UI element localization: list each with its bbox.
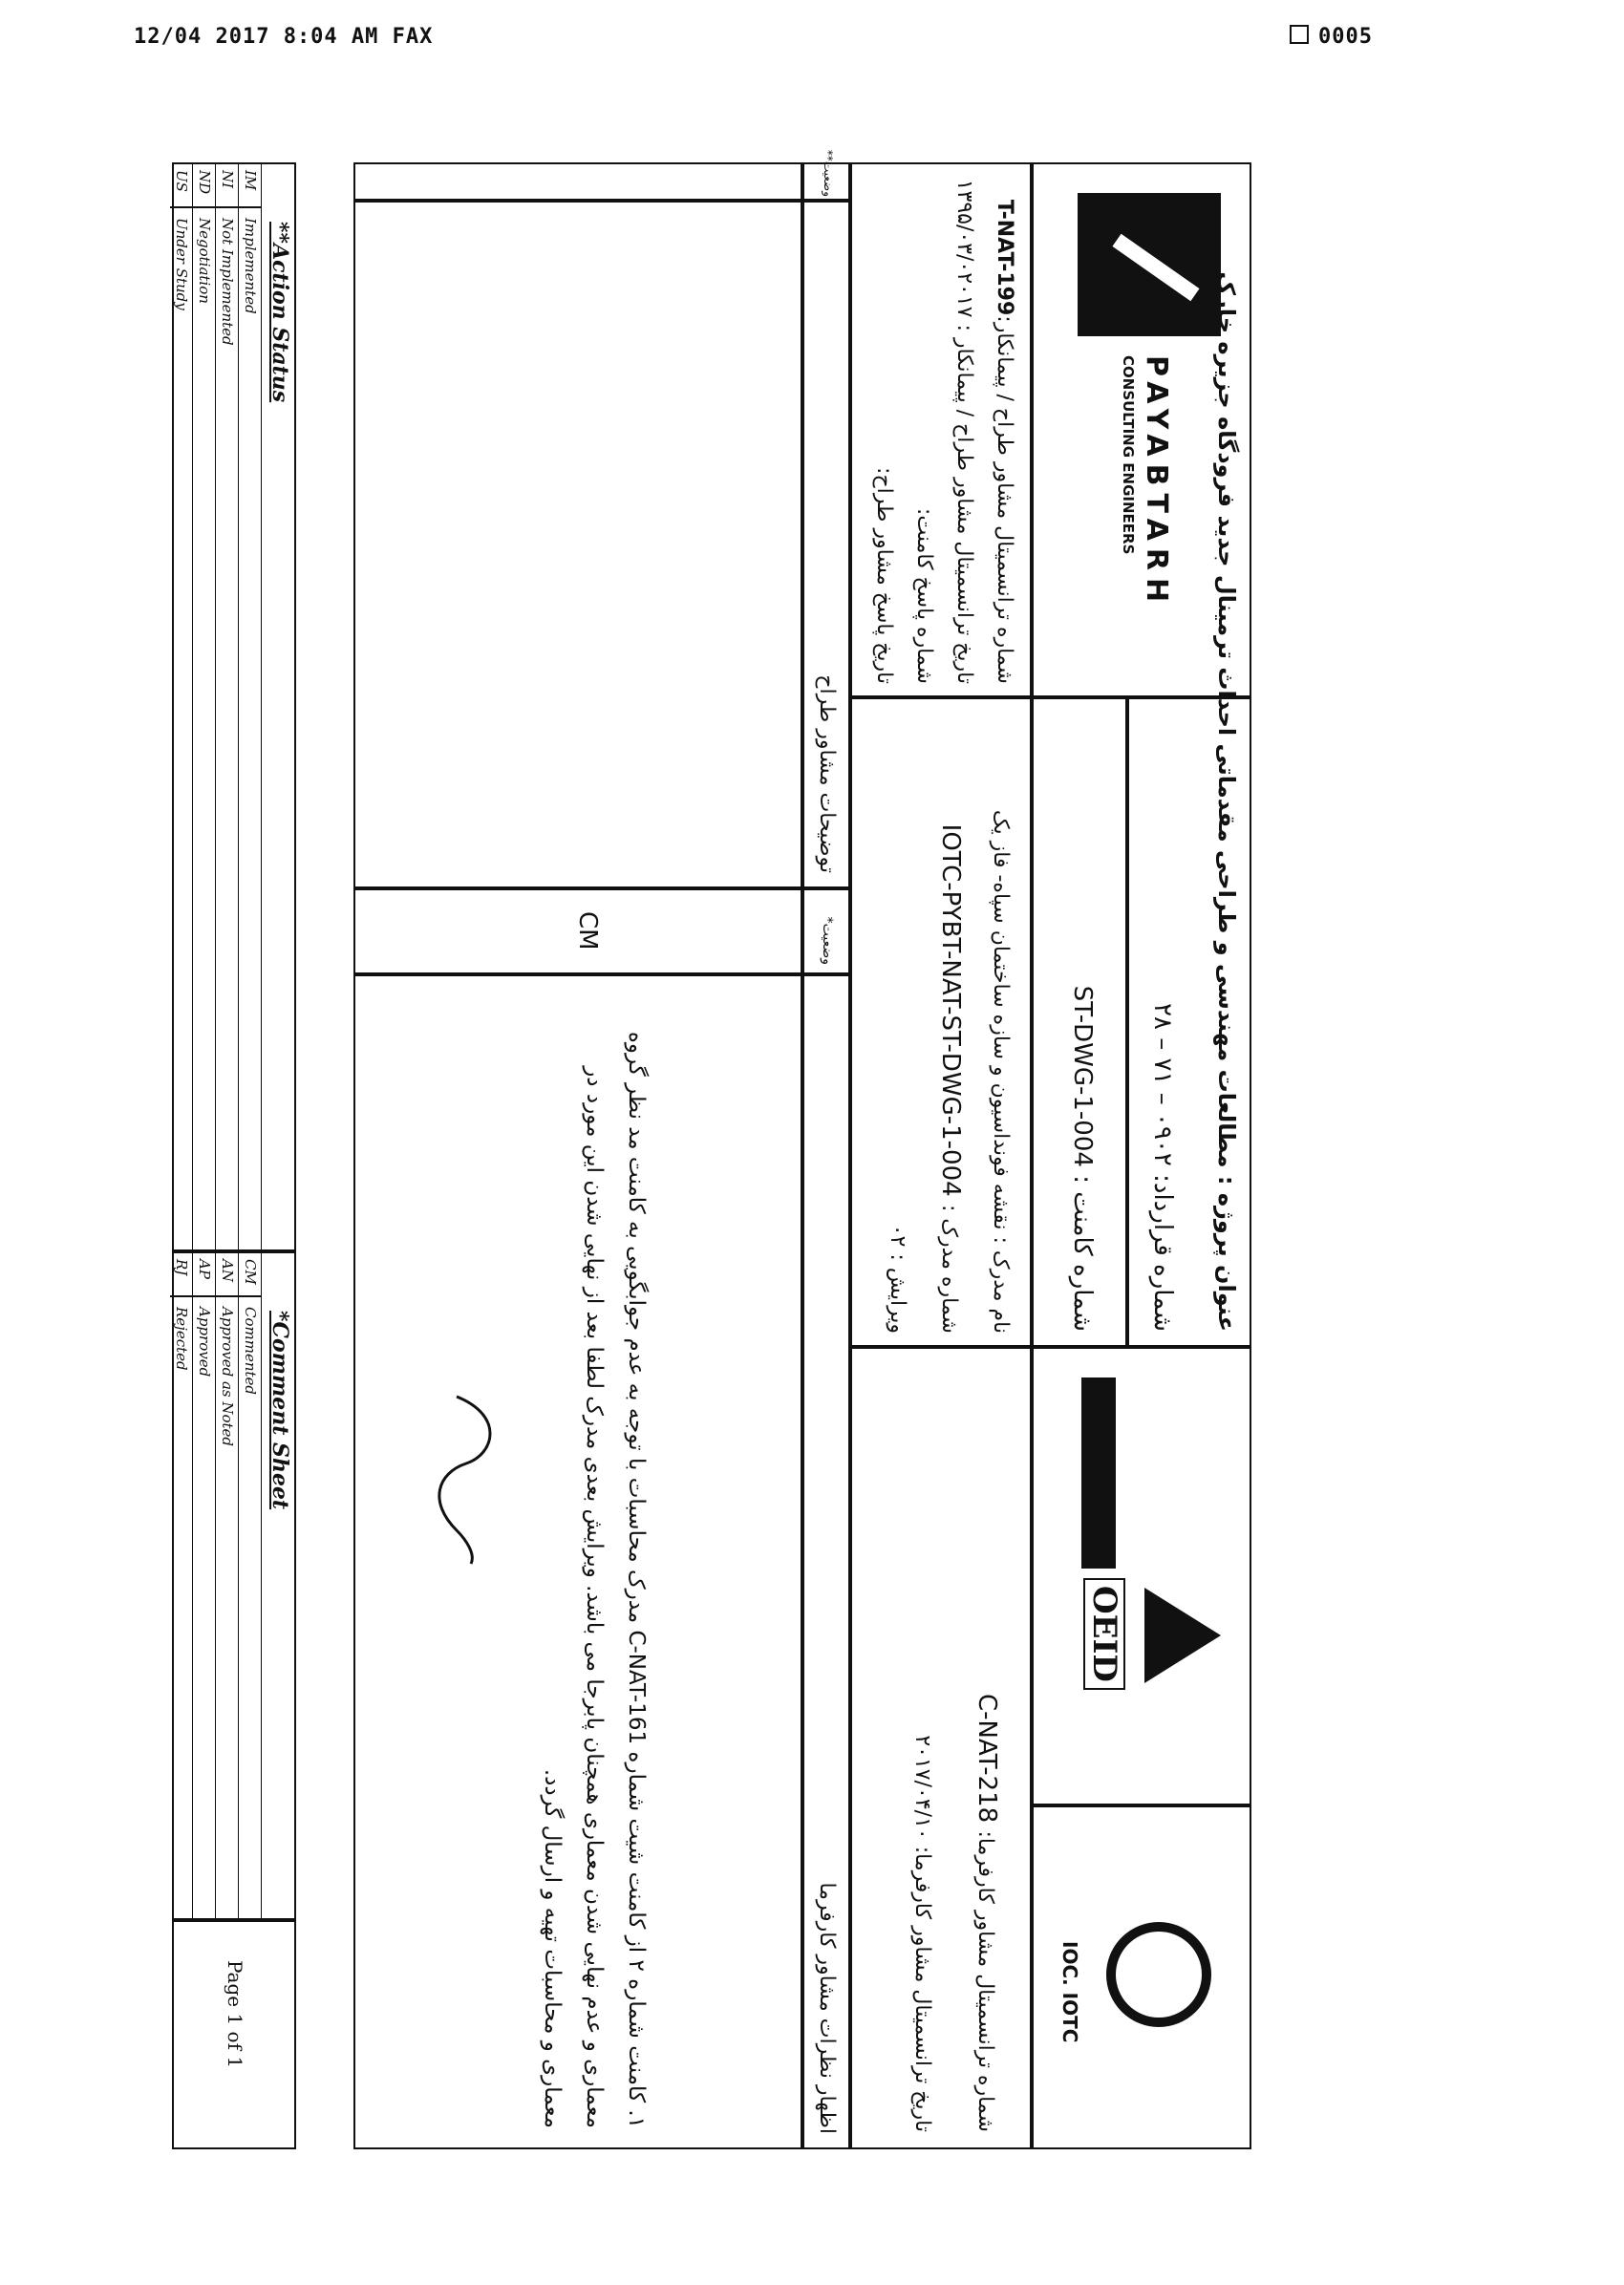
transmittal-no: T-NAT-199 <box>993 199 1016 316</box>
form-frame <box>162 124 1271 2188</box>
project-title-line: عنوان پروژه : مطالعات مهندسی و طراحی مقدماتی احداث ترمینال جدید فرودگاه جزیره خارک <box>1213 271 1240 1332</box>
designer-transmittal-box <box>850 162 1032 697</box>
fax-datetime: 12/04 2017 8:04 AM FAX <box>134 25 434 49</box>
revision: ۰۲ <box>886 1224 909 1248</box>
iotc-logo-box <box>1032 1805 1251 2149</box>
revision-line: ویرایش : ۰۲ <box>886 1224 909 1334</box>
action-status-item: NI Not Implemented <box>216 164 239 1253</box>
doc-no-line: شماره مدرک : IOTC-PYBT-NAT-ST-DWG-1-004 <box>936 823 965 1334</box>
client-transmittal-date: ۲۰۱۷/۰۴/۱۰ <box>910 1735 934 1840</box>
comment-sheet-item: CM Commented <box>239 1253 262 1922</box>
client-transmittal-no: C-NAT-218 <box>972 1693 1001 1824</box>
doc-no: IOTC-PYBT-NAT-ST-DWG-1-004 <box>936 823 965 1197</box>
col-status-header: وضعیت* <box>802 888 850 974</box>
action-status-item: ND Negotiation <box>193 164 216 1253</box>
client-transmittal-date-line: تاریخ ترانسمیتال مشاور کارفرما: ۲۰۱۷/۰۴/۱۰ <box>910 1735 934 2132</box>
legend-code-divider <box>170 1295 262 1297</box>
doc-name-line: نام مدرک : نقشه فونداسیون و سازه ساختمان سپاه- فاز یک <box>989 809 1013 1334</box>
page-info: Page 1 of 1 <box>224 1960 246 2069</box>
comment-sheet-title: *Comment Sheet <box>267 1311 292 1510</box>
comment-sheet-page <box>162 124 1271 2188</box>
col-client-comments-header: اظهار نظرات مشاور کارفرما <box>802 974 850 2149</box>
row-comment: ۱. کامنت شماره ۲ از کامنت شیت شماره C-NAT-161 مدرک محاسبات با توجه به عدم جوابگویی به کامنت مد نظر گروه معماری و عدم نهایی شدن معماری همچنان پابرجا می باشد. ویرایش بعدی مدرک لطفا بعد از نهایی شدن این مورد در معماری و محاسبات تهیه و ارسال گردد. <box>540 1031 649 2128</box>
page-info-box <box>172 1920 296 2149</box>
signature-mark <box>399 1377 514 1569</box>
doc-name: نقشه فونداسیون و سازه ساختمان سپاه- فاز یک <box>989 809 1013 1230</box>
comment-no: ST-DWG-1-004 <box>1068 985 1097 1167</box>
comment-sheet-legend <box>172 1251 296 1920</box>
transmittal-no-line: شماره ترانسمیتال مشاور طراح / پیمانکار:T-NAT-199 <box>993 199 1016 684</box>
action-status-item: IM Implemented <box>239 164 262 1253</box>
comment-no-line: شماره کامنت : ST-DWG-1-004 <box>1068 985 1097 1332</box>
action-status-legend <box>172 162 296 1251</box>
col-designer-notes-header: توضیحات مشاور طراح <box>802 201 850 888</box>
fax-icon <box>1290 25 1309 44</box>
iotc-logo-text: IOC. IOTC <box>1058 1941 1081 2043</box>
body-action-cell <box>353 162 802 201</box>
oeid-logo-mark <box>1144 1588 1221 1683</box>
client-transmittal-line: شماره ترانسمیتال مشاور کارفرما: C-NAT-218 <box>972 1693 1001 2132</box>
body-status-cell <box>353 888 802 974</box>
consultant-name: PAYABTARH <box>1140 355 1173 610</box>
action-status-title: **Action Status <box>267 222 292 403</box>
comment-sheet-item: RJ Rejected <box>170 1253 193 1922</box>
oeid-bar <box>1081 1377 1116 1569</box>
project-title: مطالعات مهندسی و طراحی مقدماتی احداث ترمینال جدید فرودگاه جزیره خارک <box>1213 271 1240 1168</box>
transmittal-date-line: تاریخ ترانسمیتال مشاور طراح / پیمانکار : ۱۳۹۵/۰۳/۰۲۰۱۷ <box>952 179 976 684</box>
contract-no-line: شماره قرارداد: ۰۹۰۲ – ۷۱ – ۲۸ <box>1148 1003 1177 1332</box>
client-transmittal-box <box>850 1347 1032 2149</box>
transmittal-date: ۱۳۹۵/۰۳/۰۲۰۱۷ <box>952 179 976 318</box>
comment-sheet-item: AN Approved as Noted <box>216 1253 239 1922</box>
consultant-subtitle: CONSULTING ENGINEERS <box>1120 355 1137 555</box>
body-client-comments-cell <box>353 974 802 2149</box>
document-info-box <box>850 697 1032 1347</box>
legend-code-divider <box>170 206 262 208</box>
col-action-header: وضعیت** <box>802 162 850 201</box>
comment-sheet-item: AP Approved <box>193 1253 216 1922</box>
body-designer-notes-cell <box>353 201 802 888</box>
consultant-logo-mark <box>1078 193 1221 336</box>
action-status-item: US Under Study <box>170 164 193 1253</box>
reply-no-label: شماره پاسخ کامنت: <box>912 507 936 684</box>
oeid-logo-box <box>1032 1347 1251 1805</box>
comment-no-box <box>1032 697 1127 1347</box>
oeid-logo-text: OEID <box>1083 1578 1125 1690</box>
row-status: CM <box>573 911 602 950</box>
contract-no: ۰۹۰۲ – ۷۱ – ۲۸ <box>1148 1003 1177 1166</box>
fax-page-marker: 0005 <box>1290 25 1373 49</box>
reply-date-label: تاریخ پاسخ مشاور طراح: <box>872 467 896 684</box>
iotc-logo-mark <box>1106 1922 1211 2027</box>
